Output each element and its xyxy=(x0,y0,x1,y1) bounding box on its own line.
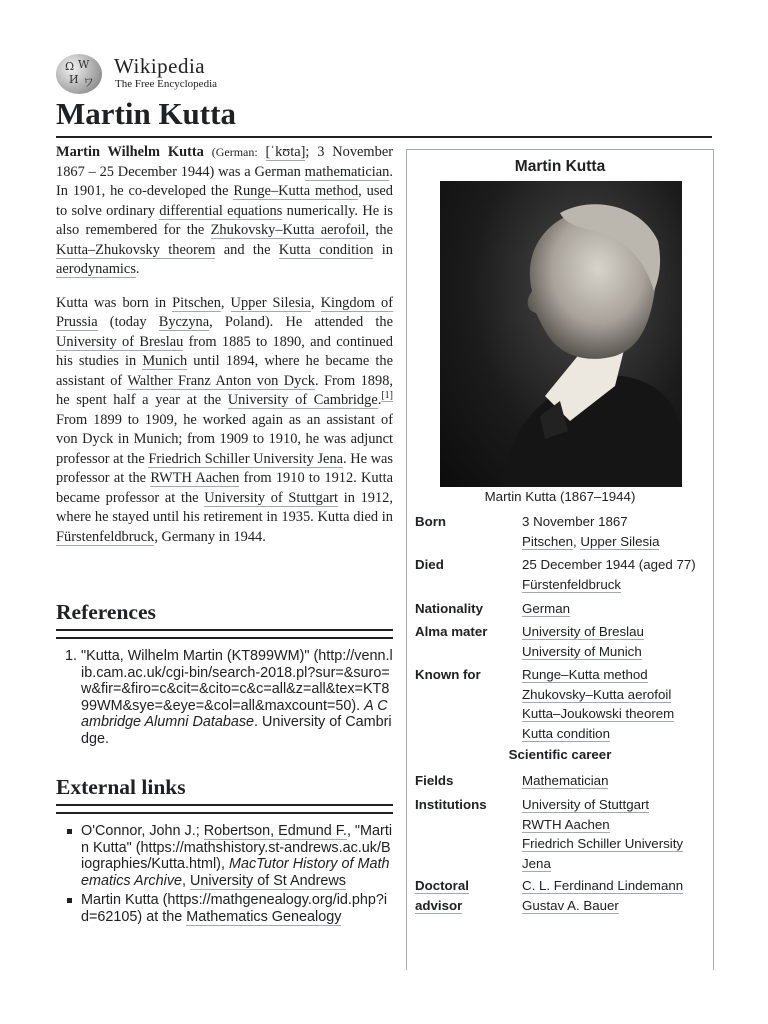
link-known-theorem[interactable]: Kutta–Joukowski theorem xyxy=(522,706,675,721)
label-known-for: Known for xyxy=(415,667,481,682)
text: and the xyxy=(215,241,279,258)
link-upper-silesia[interactable]: Upper Silesia xyxy=(230,294,311,311)
text: , Poland). He attended the xyxy=(209,314,393,330)
portrait-caption: Martin Kutta (1867–1944) xyxy=(484,489,636,504)
link-von-dyck[interactable]: Walther Franz Anton von Dyck xyxy=(127,372,315,389)
link-mathematics-genealogy[interactable]: Mathematics Genealogy xyxy=(186,908,342,925)
link-nationality[interactable]: German xyxy=(522,601,571,616)
references-list-wrap xyxy=(56,648,393,747)
link-inst-jena[interactable]: Friedrich Schiller University xyxy=(522,836,684,851)
label-doctoral[interactable]: Doctoral xyxy=(415,878,469,893)
link-died-place[interactable]: Fürstenfeldbruck xyxy=(522,576,622,592)
link-advisor-bauer[interactable]: Gustav A. Bauer xyxy=(522,897,619,913)
born-date: 3 November 1867 xyxy=(522,514,628,529)
label-institutions: Institutions xyxy=(415,797,487,812)
died-date: 25 December 1944 (aged 77) xyxy=(522,557,696,572)
scientific-career-heading: Scientific career xyxy=(508,747,612,762)
section-divider xyxy=(56,804,393,814)
link-st-andrews[interactable]: University of St Andrews xyxy=(190,872,346,889)
ipa-link[interactable]: [ˈkʊta] xyxy=(265,144,306,160)
link-zhukovsky-aerofoil[interactable]: Zhukovsky–Kutta aerofoil xyxy=(210,222,366,238)
text: in 1912, where he stayed until his retirement in 1935. Kutta died in xyxy=(56,489,393,525)
text: from 1910 to 1912. Kutta became professor at the xyxy=(56,470,393,506)
external-list-wrap xyxy=(56,823,393,928)
portrait-image[interactable] xyxy=(440,181,682,487)
reference-item xyxy=(81,648,393,747)
link-mathematician[interactable]: mathematician xyxy=(304,163,390,180)
link-inst-stuttgart[interactable]: University of Stuttgart xyxy=(522,797,650,812)
link-furstenfeldbruck[interactable]: Fürstenfeldbruck xyxy=(56,528,155,545)
text: , "Martin Kutta" (https://mathshistory.st-andrews.ac.uk/Biographies/Kutta.html), xyxy=(81,823,393,872)
text: , xyxy=(220,294,231,311)
link-known-aerofoil[interactable]: Zhukovsky–Kutta aerofoil xyxy=(522,686,672,702)
external-link-item xyxy=(81,823,393,889)
text: at the xyxy=(142,908,187,925)
link-kutta-condition[interactable]: Kutta condition xyxy=(278,241,374,258)
label-born: Born xyxy=(415,514,447,529)
link-born-pitschen[interactable]: Pitschen xyxy=(522,533,573,549)
text: (today xyxy=(97,314,159,330)
link-jena[interactable]: Friedrich Schiller University Jena xyxy=(148,450,344,467)
link-known-runge-kutta[interactable]: Runge–Kutta method xyxy=(522,667,648,682)
link-rwth-aachen[interactable]: RWTH Aachen xyxy=(150,470,240,486)
bio-paragraph xyxy=(56,294,393,548)
link-alma-munich[interactable]: University of Munich xyxy=(522,643,642,659)
link-robertson[interactable]: Robertson, Edmund F. xyxy=(203,823,347,839)
link-inst-jena-cont[interactable]: Jena xyxy=(522,855,551,871)
text: . In 1901, he co-developed the xyxy=(56,163,393,199)
wikipedia-logo[interactable] xyxy=(56,52,256,96)
link-mathgenealogy[interactable]: Martin Kutta (https://mathgenealogy.org/id.php?id=62105) xyxy=(81,892,388,925)
label-advisor[interactable]: advisor xyxy=(415,897,463,913)
citation-1[interactable]: [1] xyxy=(381,390,393,402)
link-byczyna[interactable]: Byczyna xyxy=(158,314,210,330)
references-section xyxy=(56,600,393,639)
infobox xyxy=(406,149,714,970)
text: O'Connor, John J.; xyxy=(81,823,204,839)
wordmark: Wikipedia xyxy=(114,54,206,78)
page-title: Martin Kutta xyxy=(56,96,236,131)
references-list xyxy=(56,648,393,747)
label-alma-mater: Alma mater xyxy=(415,624,488,639)
subject-name: Martin Wilhelm Kutta xyxy=(56,144,204,160)
label-nationality: Nationality xyxy=(415,601,483,616)
text: from 1885 to 1890, and continued his studies in xyxy=(56,333,393,369)
text: Kutta was born in xyxy=(56,294,173,311)
link-university-of-stuttgart[interactable]: University of Stuttgart xyxy=(204,489,338,506)
intro-paragraph: Martin Wilhelm Kutta (German: [ˈkʊta]; 3 November 1867 – 25 December 1944) was a German mathematician. In 1901, he co-developed the Runge–Kutta method, used to solve ordinary differential equations numerically. He is also remembered for the Zhukovsky–Kutta aerofoil, the Kutta–Zhukovsky theorem and the Kutta condition in aerodynamics. xyxy=(56,144,394,277)
text: , the xyxy=(365,222,393,238)
text: ; 3 November 1867 – 25 December 1944) was a German xyxy=(56,144,393,180)
link-alma-breslau[interactable]: University of Breslau xyxy=(522,624,644,639)
link-inst-rwth[interactable]: RWTH Aachen xyxy=(522,816,610,832)
text: . xyxy=(135,261,140,277)
text: numerically. He is also remembered for the xyxy=(56,202,394,238)
external-links-list xyxy=(56,823,393,925)
link-pitschen[interactable]: Pitschen xyxy=(172,294,221,311)
external-links-heading: External links xyxy=(56,775,186,799)
reference-link[interactable]: "Kutta, Wilhelm Martin (KT899WM)" (http://venn.lib.cam.ac.uk/cgi-bin/search-2018.pl?sur=&suro=w&fir=&firo=c&cit=&cito=c&c=all&z=all&tex=KT899WM&sye=&eye=&col=all&maxcount=50). xyxy=(81,648,393,714)
text: , xyxy=(182,872,191,889)
mactutor-title: MacTutor History of Mathematics Archive xyxy=(81,856,390,889)
link-born-upper-silesia[interactable]: Upper Silesia xyxy=(580,533,660,549)
text: , used to solve ordinary xyxy=(56,183,393,219)
text: , xyxy=(573,533,581,549)
link-munich[interactable]: Munich xyxy=(142,353,188,369)
title-divider xyxy=(56,136,712,138)
reference-source: A Cambridge Alumni Database xyxy=(81,697,388,730)
link-fields[interactable]: Mathematician xyxy=(522,773,609,788)
text: From 1899 to 1909, he worked again as an assistant of von Dyck in Munich; from 1909 to 1910, he was adjunct professor at the xyxy=(56,411,393,467)
link-aerodynamics[interactable]: aerodynamics xyxy=(56,261,136,277)
text: in xyxy=(373,241,393,258)
text: . He was professor at the xyxy=(56,450,394,486)
infobox-title: Martin Kutta xyxy=(514,158,606,175)
text: . From 1898, he spent half a year at the xyxy=(56,372,393,408)
link-differential-equations[interactable]: differential equations xyxy=(159,202,283,219)
article-body xyxy=(56,143,393,561)
label-died: Died xyxy=(415,557,444,572)
lang-label: German: xyxy=(215,145,258,159)
external-links-section xyxy=(56,775,393,814)
references-heading: References xyxy=(56,600,156,624)
text: . University of Cambridge. xyxy=(81,714,392,747)
text: until 1894, where he became the assistant of xyxy=(56,353,393,389)
link-university-of-breslau[interactable]: University of Breslau xyxy=(56,333,184,350)
link-known-condition[interactable]: Kutta condition xyxy=(522,725,610,741)
external-link-item xyxy=(81,892,393,925)
globe-icon: Ω W И ワ xyxy=(56,54,102,94)
link-runge-kutta[interactable]: Runge–Kutta method xyxy=(233,183,359,199)
link-kutta-zhukovsky-theorem[interactable]: Kutta–Zhukovsky theorem xyxy=(56,241,216,258)
tagline: The Free Encyclopedia xyxy=(115,78,218,90)
section-divider xyxy=(56,629,393,639)
text: , Germany in 1944. xyxy=(154,528,266,545)
link-kingdom-of-prussia[interactable]: Kingdom of Prussia xyxy=(56,294,393,330)
text: , xyxy=(310,294,321,311)
label-fields: Fields xyxy=(415,773,454,788)
text: . xyxy=(377,392,382,408)
link-university-of-cambridge[interactable]: University of Cambridge xyxy=(227,392,378,408)
link-advisor-lindemann[interactable]: C. L. Ferdinand Lindemann xyxy=(522,878,684,893)
